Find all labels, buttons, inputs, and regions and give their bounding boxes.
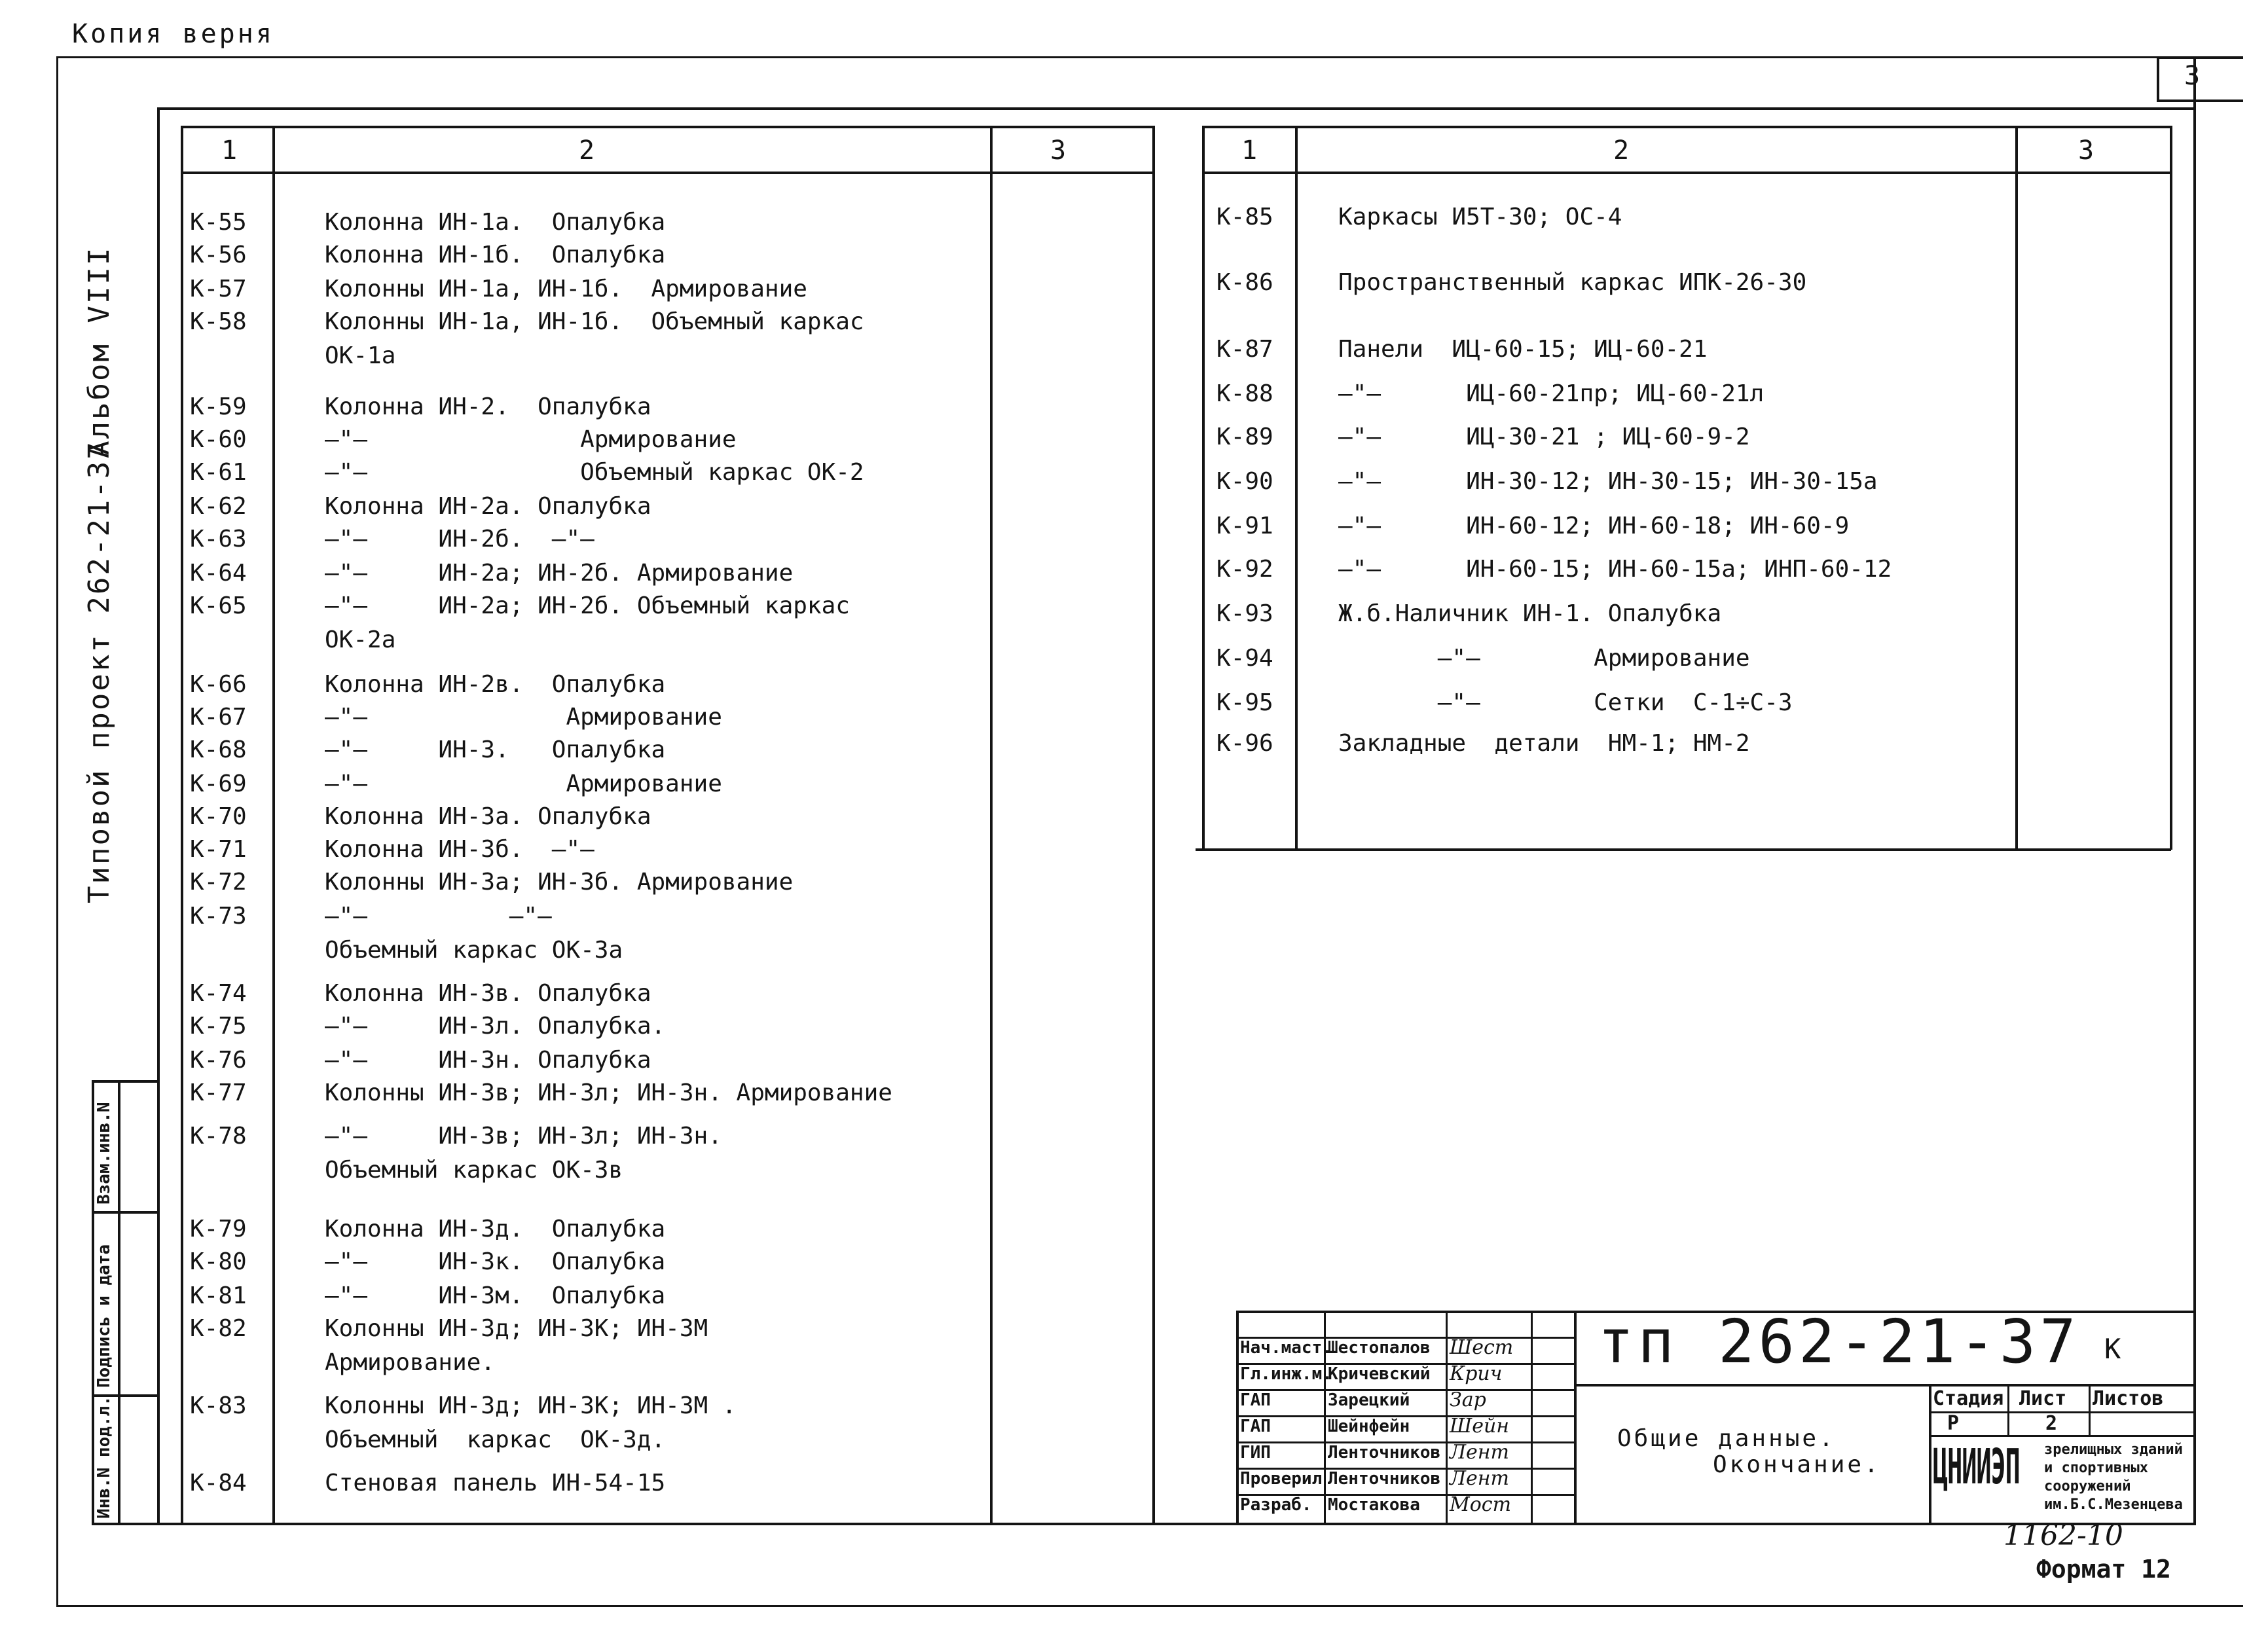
right-table-header-1: 1 [1241,136,1258,166]
row-description: Колонна ИН-3в. Опалубка [325,980,651,1007]
row-description: –"– ИН-60-12; ИН-60-18; ИН-60-9 [1338,513,1850,539]
row-description: Стеновая панель ИН-54-15 [325,1470,666,1496]
side-fields-top [92,1080,157,1083]
side-field-inv: Инв.N под.л. [94,1396,114,1519]
tb-role: ГИП [1240,1443,1271,1462]
side-field-replaced: Взам.инв.N [94,1102,114,1205]
org-name-line: и спортивных [2044,1460,2148,1476]
side-fields-mid [118,1080,120,1525]
right-table-top [1202,126,2171,128]
right-table-header-rule [1202,172,2171,174]
row-description: –"– ИН-30-12; ИН-30-15; ИН-30-15а [1338,468,1878,495]
row-code: К-60 [190,426,247,453]
row-code: К-67 [190,704,247,731]
row-code: К-87 [1216,336,1273,363]
row-code: К-79 [190,1216,247,1242]
row-code: К-94 [1216,645,1273,672]
row-code: К-66 [190,671,247,698]
row-code: К-83 [190,1392,247,1419]
row-description: Панели ИЦ-60-15; ИЦ-60-21 [1338,336,1708,363]
row-description: Колонны ИН-3д; ИН-3К; ИН-3М [325,1315,708,1342]
right-table-col-1 [1202,126,1205,850]
corner-box-bottom [2157,100,2243,102]
side-field-divider-1 [92,1211,157,1214]
tb-name: Шестопалов [1328,1338,1431,1358]
row-code: К-78 [190,1123,247,1150]
row-description: –"– ИН-3н. Опалубка [325,1047,651,1074]
row-code: К-55 [190,209,247,236]
row-code: К-77 [190,1079,247,1106]
row-description: –"– Сетки С-1÷С-3 [1338,689,1793,716]
tb-signature: Лент [1450,1441,1509,1464]
row-code: К-74 [190,980,247,1007]
row-description: –"– Армирование [325,426,737,453]
tb-signature: Шест [1450,1336,1514,1359]
main-frame-top [157,107,2193,110]
row-description: –"– ИН-3л. Опалубка. [325,1013,666,1040]
org-name-line: зрелищных зданий [2044,1441,2183,1458]
outer-frame-top [56,56,2243,58]
title-block-desc-2: Окончание. [1713,1451,1881,1478]
org-logo: ЦНИИЭП [1933,1439,2020,1495]
row-code: К-76 [190,1047,247,1074]
tb-name-sig-sep [1446,1311,1448,1524]
tb-left [1236,1311,1239,1524]
title-block-desc-1: Общие данные. [1617,1425,1836,1452]
left-table-header-2: 2 [579,136,595,166]
row-code: К-63 [190,526,247,553]
tb-name: Ленточников [1328,1469,1441,1489]
main-frame-left [157,107,160,1524]
side-field-signature: Подпись и дата [94,1244,114,1388]
corner-box-top [2157,56,2243,59]
row-description: Закладные детали НМ-1; НМ-2 [1338,730,1750,757]
row-code: К-75 [190,1013,247,1040]
side-project-label: Типовой проект 262-21-37 [82,440,116,903]
tb-stage-value-rule [1929,1435,2196,1437]
row-code: К-80 [190,1248,247,1275]
right-table-col-4 [2170,126,2172,850]
row-code: К-89 [1216,424,1273,450]
title-block-letter: К [2104,1333,2121,1365]
row-code: К-84 [190,1470,247,1496]
tb-main-sep [1574,1311,1577,1524]
right-table-bottom [1196,848,2171,851]
tb-role: Гл.инж.м. [1240,1364,1332,1384]
tb-role: Разраб. [1240,1495,1312,1515]
left-table-col-2 [272,126,275,1524]
row-code: К-90 [1216,468,1273,495]
row-description: –"– ИН-3к. Опалубка [325,1248,666,1275]
row-description: Колонны ИН-1а, ИН-1б. Объемный каркас [325,308,864,335]
right-table-col-2 [1295,126,1298,850]
row-code: К-86 [1216,269,1273,296]
row-code: К-96 [1216,730,1273,757]
tb-stage-sep-1 [2007,1384,2009,1435]
tb-name: Кричевский [1328,1364,1431,1384]
tb-name: Мостакова [1328,1495,1420,1515]
right-table-header-3: 3 [2078,136,2094,166]
row-description: Колонна ИН-3а. Опалубка [325,803,651,830]
row-description: –"– ИЦ-30-21 ; ИЦ-60-9-2 [1338,424,1750,450]
org-name-line: сооружений [2044,1478,2131,1495]
row-code: К-93 [1216,600,1273,627]
row-description: –"– ИН-2а; ИН-2б. Объемный каркас [325,592,850,619]
row-description: –"– ИН-2а; ИН-2б. Армирование [325,560,794,587]
tb-stage-left [1929,1384,1931,1524]
row-code: К-81 [190,1282,247,1309]
left-table-top [181,126,1154,128]
stage-label: Стадия [1933,1387,2004,1410]
row-description: Армирование. [325,1349,496,1376]
row-description: Объемный каркас ОК-3д. [325,1426,666,1453]
row-description: –"– Объемный каркас ОК-2 [325,459,864,486]
row-description: Колонна ИН-3б. –"– [325,836,594,863]
side-album-label: Альбом VIII [82,245,116,458]
org-name-line: им.Б.С.Мезенцева [2044,1496,2183,1513]
sheet-value: 2 [2045,1412,2058,1435]
row-code: К-65 [190,592,247,619]
title-block-code: тп 262-21-37 [1598,1307,2080,1377]
tb-signature: Зар [1450,1388,1486,1411]
tb-signature: Лент [1450,1467,1509,1490]
row-code: К-73 [190,903,247,930]
row-description: Колонны ИН-3а; ИН-3б. Армирование [325,869,794,896]
row-code: К-85 [1216,204,1273,230]
row-code: К-72 [190,869,247,896]
right-table-header-2: 2 [1613,136,1630,166]
left-table-header-rule [181,172,1154,174]
row-code: К-91 [1216,513,1273,539]
main-frame-right [2193,56,2196,1524]
row-description: –"– Армирование [1338,645,1750,672]
tb-role: Нач.маст. [1240,1338,1332,1358]
row-code: К-58 [190,308,247,335]
row-description: –"– ИН-3в; ИН-3л; ИН-3н. [325,1123,722,1150]
row-description: –"– ИН-3. Опалубка [325,736,666,763]
row-description: Колонна ИН-2. Опалубка [325,393,651,420]
row-description: Колонна ИН-2а. Опалубка [325,493,651,520]
row-description: Объемный каркас ОК-3а [325,937,623,964]
row-description: Колонны ИН-3в; ИН-3л; ИН-3н. Армирование [325,1079,892,1106]
row-description: Колонны ИН-1а, ИН-1б. Армирование [325,276,807,302]
row-description: –"– ИН-3м. Опалубка [325,1282,666,1309]
tb-role-rule [1236,1311,1575,1313]
format-label: Формат 12 [2036,1555,2171,1584]
sheet-corner-number: 3 [2184,61,2201,91]
row-code: К-95 [1216,689,1273,716]
tb-name: Зарецкий [1328,1390,1410,1410]
stage-value: Р [1947,1412,1960,1435]
row-description: Колонна ИН-1а. Опалубка [325,209,666,236]
row-description: Колонна ИН-1б. Опалубка [325,242,666,268]
tb-role: ГАП [1240,1390,1271,1410]
row-description: –"– ИН-2б. –"– [325,526,594,553]
main-frame-bottom [92,1523,2196,1525]
tb-name: Шейнфейн [1328,1417,1410,1436]
row-code: К-92 [1216,556,1273,583]
tb-code-rule [1574,1384,2196,1386]
row-code: К-70 [190,803,247,830]
row-code: К-68 [190,736,247,763]
row-code: К-59 [190,393,247,420]
row-description: Объемный каркас ОК-3в [325,1157,623,1184]
row-description: Колонна ИН-2в. Опалубка [325,671,666,698]
tb-role: ГАП [1240,1417,1271,1436]
corner-box-left [2157,56,2159,101]
row-description: Колонны ИН-3д; ИН-3К; ИН-3М . [325,1392,737,1419]
tb-sig-date-sep [1531,1311,1533,1524]
tb-signature: Мост [1450,1493,1512,1516]
tb-stage-sep-2 [2089,1384,2091,1435]
row-description: Каркасы И5Т-30; ОС-4 [1338,204,1622,230]
row-code: К-64 [190,560,247,587]
row-code: К-71 [190,836,247,863]
outer-frame-bottom [56,1605,2243,1607]
left-table-col-4 [1152,126,1155,1524]
right-table-col-3 [2015,126,2018,850]
row-description: ОК-2а [325,626,396,653]
row-description: –"– –"– [325,903,552,930]
row-code: К-56 [190,242,247,268]
row-code: К-57 [190,276,247,302]
row-code: К-62 [190,493,247,520]
tb-name: Ленточников [1328,1443,1441,1462]
row-code: К-69 [190,770,247,797]
row-description: Колонна ИН-3д. Опалубка [325,1216,666,1242]
tb-signature: Крич [1450,1362,1503,1385]
row-description: –"– ИН-60-15; ИН-60-15а; ИНП-60-12 [1338,556,1892,583]
tb-role: Проверил [1240,1469,1323,1489]
sheets-label: Листов [2093,1387,2164,1410]
row-code: К-88 [1216,380,1273,407]
tb-stage-header-rule [1929,1411,2196,1413]
archive-number: 1162-10 [2003,1519,2123,1552]
sheet-label: Лист [2019,1387,2067,1410]
left-table-header-1: 1 [221,136,238,166]
copy-stamp: Копия верня [72,19,274,49]
row-code: К-82 [190,1315,247,1342]
outer-frame-left [56,56,58,1606]
row-description: –"– ИЦ-60-21пр; ИЦ-60-21л [1338,380,1765,407]
row-code: К-61 [190,459,247,486]
left-table-col-1 [181,126,183,1524]
left-table-header-3: 3 [1050,136,1067,166]
row-description: –"– Армирование [325,704,722,731]
row-description: ОК-1а [325,342,396,369]
left-table-col-3 [990,126,993,1524]
row-description: Ж.б.Наличник ИН-1. Опалубка [1338,600,1722,627]
row-description: –"– Армирование [325,770,722,797]
row-description: Пространственный каркас ИПК-26-30 [1338,269,1807,296]
tb-signature: Шейн [1450,1415,1510,1438]
